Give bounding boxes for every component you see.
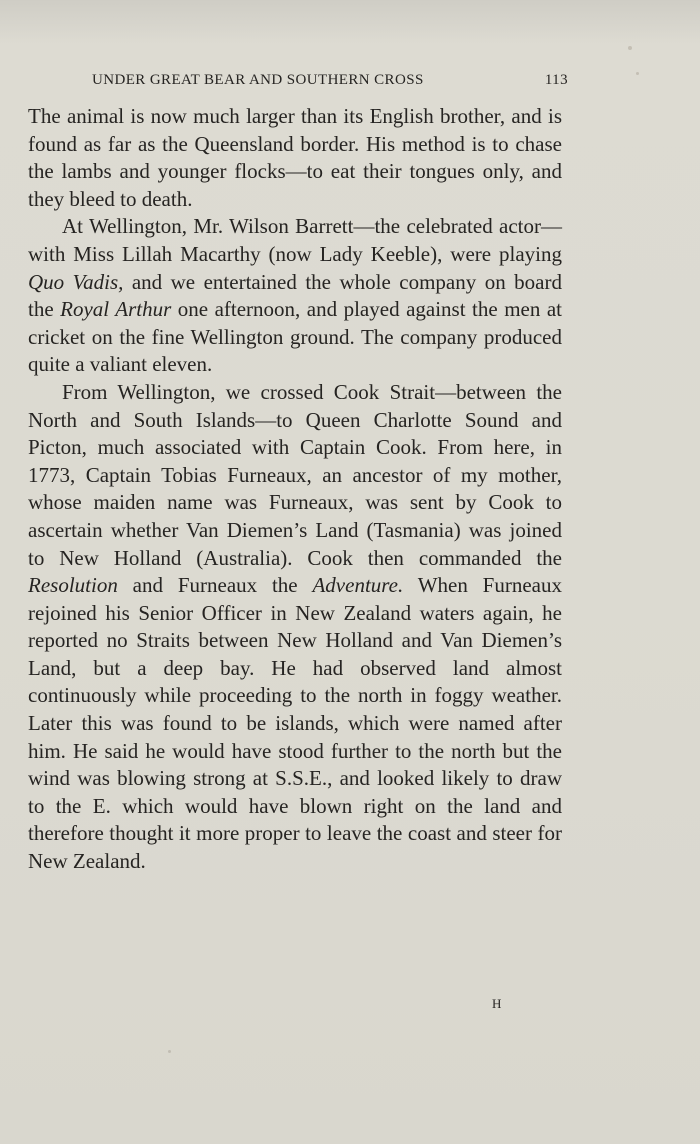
paragraph-3: [28, 379, 562, 876]
paragraph-3-part-c: and Furneaux the: [117, 573, 313, 598]
ship-name-resolution: Resolution: [28, 573, 118, 598]
paragraph-2-part-e: one afternoon, and played against the men at cricket on the fine Wellington ground. The company produced quite a valiant eleven.: [28, 297, 562, 377]
running-title: UNDER GREAT BEAR AND SOUTHERN CROSS: [92, 72, 424, 88]
page-number: 113: [544, 72, 568, 88]
ship-name-adventure: Adventure.: [312, 573, 404, 598]
paragraph-3-part-a: From Wellington, we crossed Cook Strait—between the North and South Islands—to Queen Charlotte Sound and Picton, much associated with Captain Cook. From here, in 1773, Captain Tobias Furneaux, an ancestor of my mother, whose maiden name was Furneaux, was sent by Cook to ascertain whether Van Diemen’s Land (Tasmania) was joined to New Holland (Australia). Cook then commanded the: [28, 379, 562, 570]
paragraph-1: [28, 103, 562, 213]
paragraph-1-text: The animal is now much larger than its English brother, and is found as far as the Queensland border. His method is to chase the lambs and younger flocks—to eat their tongues only, and they bleed to death.: [28, 104, 562, 211]
paragraph-2-part-a: At Wellington, Mr. Wilson Barrett—the celebrated actor—with Miss Lillah Macarthy (now Lady Keeble), were playing: [28, 214, 562, 266]
paper-speck: [168, 1050, 171, 1053]
signature-mark: H: [492, 996, 502, 1011]
ship-name-royal-arthur: Royal Arthur: [60, 297, 172, 322]
paper-speck: [636, 72, 639, 75]
play-title-quo-vadis: Quo Vadis,: [28, 269, 124, 294]
paragraph-2-part-c: and we entertained the whole company on board the: [28, 269, 562, 322]
paragraph-3-part-e: When Furneaux rejoined his Senior Officer in New Zealand waters again, he reported no Straits between New Holland and Van Diemen’s Land, but a deep bay. He had observed land almost continuously while proceeding to the north in foggy weather. Later this was found to be islands, which were named after him. He said he would have stood further to the north but the wind was blowing strong at S.S.E., and looked likely to draw to the E. which would have blown right on the land and therefore thought it more proper to leave the coast and steer for New Zealand.: [28, 573, 562, 874]
paragraph-2: [28, 213, 562, 379]
paper-speck: [628, 46, 632, 50]
body-text: [28, 103, 562, 876]
running-head: [92, 72, 568, 92]
